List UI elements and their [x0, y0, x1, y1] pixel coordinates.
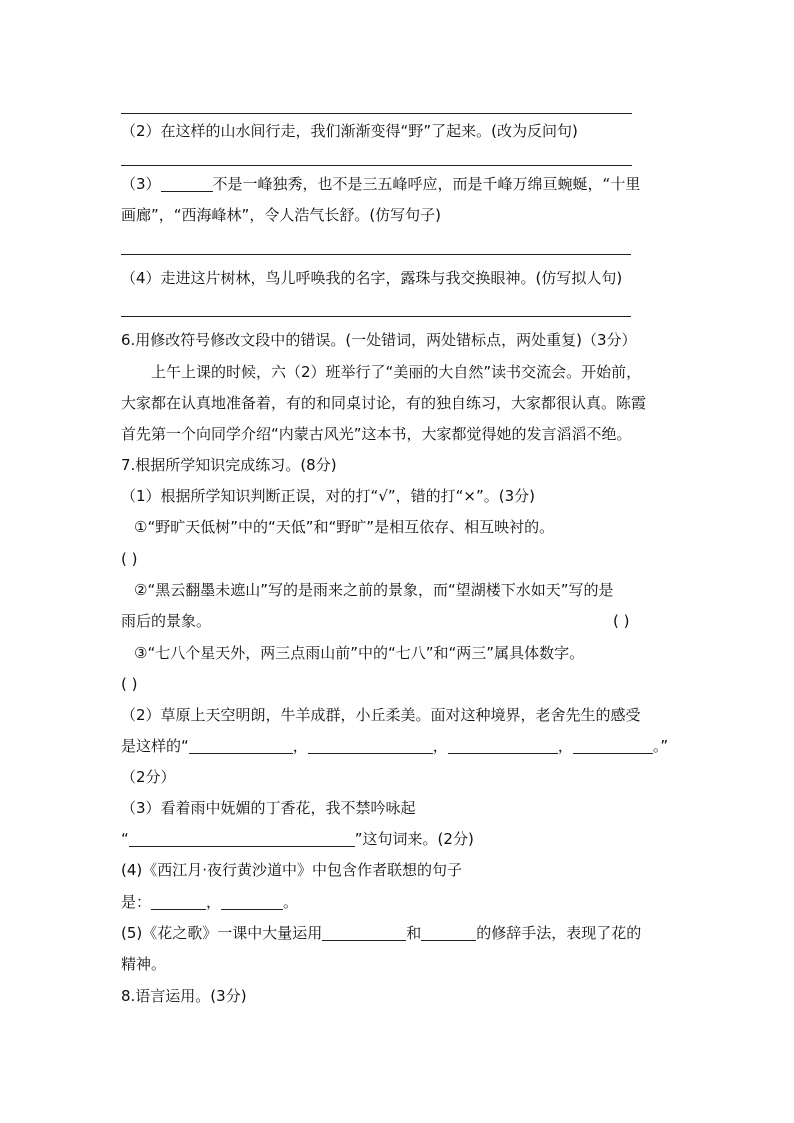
- blank-q7-5-b[interactable]: [421, 924, 476, 941]
- comma: ，: [206, 893, 222, 911]
- q7-2-score: （2分）: [121, 768, 176, 786]
- blank-q5-3[interactable]: [161, 175, 213, 192]
- q7-3-line-1: （3）看着雨中妩媚的丁香花，我不禁吟咏起: [121, 799, 416, 817]
- q7-5-and: 和: [406, 924, 422, 942]
- end-quote: 。”: [652, 737, 669, 755]
- blank-q7-2-c[interactable]: [448, 737, 558, 754]
- q7-1-item-2-line-1: ②“黑云翻墨未遮山”写的是雨来之前的景象，而“望湖楼下水如天”写的是: [134, 581, 614, 599]
- q5-3-text: 不是一峰独秀，也不是三五峰呼应，而是千峰万绵亘蜿蜒，“十里: [212, 175, 641, 193]
- q7-5-line-1: [121, 923, 641, 943]
- comma: ，: [557, 737, 573, 755]
- blank-q7-2-a[interactable]: [189, 737, 293, 754]
- q7-2-line-1: （2）草原上天空明朗，牛羊成群，小丘柔美。面对这种境界，老舍先生的感受: [121, 706, 641, 724]
- blank-q7-3[interactable]: [129, 830, 355, 847]
- q7-4-line-2: [121, 892, 298, 912]
- blank-q7-2-d[interactable]: [573, 737, 653, 754]
- q7-4-lead: 是：: [121, 893, 152, 911]
- q7-5-line-2: 精神。: [121, 955, 167, 973]
- q7-5-lead: (5)《花之歌》一课中大量运用: [121, 924, 323, 942]
- q7-title: 7.根据所学知识完成练习。(8分): [121, 456, 337, 474]
- blank-q7-2-b[interactable]: [308, 737, 433, 754]
- q7-1-instruction: （1）根据所学知识判断正误，对的打“√”，错的打“×”。(3分): [121, 487, 536, 505]
- blank-q7-5-a[interactable]: [322, 924, 406, 941]
- q7-5-tail: 的修辞手法，表现了花的: [476, 924, 642, 942]
- q6-title: 6.用修改符号修改文段中的错误。(一处错词，两处错标点，两处重复)（3分）: [121, 331, 637, 349]
- comma: ，: [432, 737, 448, 755]
- answer-paren-2[interactable]: ( ): [613, 612, 630, 630]
- q5-sentence-3-line-2: 画廊”，“西海峰林”，令人浩气长舒。(仿写句子): [121, 206, 442, 224]
- answer-line-q5-1: [121, 113, 632, 114]
- q6-paragraph-line-1: 上午上课的时候，六（2）班举行了“美丽的大自然”读书交流会。开始前，: [151, 363, 642, 381]
- q7-4-line-1: (4)《西江月·夜行黄沙道中》中包含作者联想的句子: [121, 861, 463, 879]
- answer-line-q5-2: [121, 165, 632, 166]
- q7-3-line-2: [121, 829, 474, 849]
- q7-3-tail: ”这句词来。(2分): [354, 830, 474, 848]
- q7-1-item-2-line-2: 雨后的景象。: [121, 612, 212, 630]
- q7-1-item-1: ①“野旷天低树”中的“天低”和“野旷”是相互依存、相互映衬的。: [134, 518, 555, 536]
- q6-paragraph-line-3: 首先第一个向同学介绍“内蒙古风光”这本书，大家都觉得她的发言滔滔不绝。: [121, 425, 632, 443]
- q6-paragraph-line-2: 大家都在认真地准备着，有的和同桌讨论，有的独自练习，大家都很认真。陈霞: [121, 394, 647, 412]
- q5-3-number: （3）: [121, 175, 161, 193]
- open-quote: “: [121, 830, 129, 848]
- q5-sentence-3-line-1: [121, 174, 640, 194]
- comma: ，: [292, 737, 308, 755]
- answer-line-q5-3: [121, 254, 631, 255]
- q7-1-item-3: ③“七八个星天外，两三点雨山前”中的“七八”和“两三”属具体数字。: [134, 644, 585, 662]
- q8-title: 8.语言运用。(3分): [121, 987, 247, 1005]
- q5-sentence-4: （4）走进这片树林，鸟儿呼唤我的名字，露珠与我交换眼神。(仿写拟人句): [121, 269, 623, 287]
- q7-2-lead: 是这样的“: [121, 737, 189, 755]
- q5-sentence-2: （2）在这样的山水间行走，我们渐渐变得“野”了起来。(改为反问句): [121, 122, 578, 140]
- period: 。: [283, 893, 299, 911]
- q7-2-line-2: [121, 736, 668, 756]
- blank-q7-4-a[interactable]: [151, 893, 206, 910]
- answer-paren-1[interactable]: ( ): [121, 550, 138, 568]
- blank-q7-4-b[interactable]: [221, 893, 283, 910]
- answer-paren-3[interactable]: ( ): [121, 675, 138, 693]
- answer-line-q5-4: [121, 316, 631, 317]
